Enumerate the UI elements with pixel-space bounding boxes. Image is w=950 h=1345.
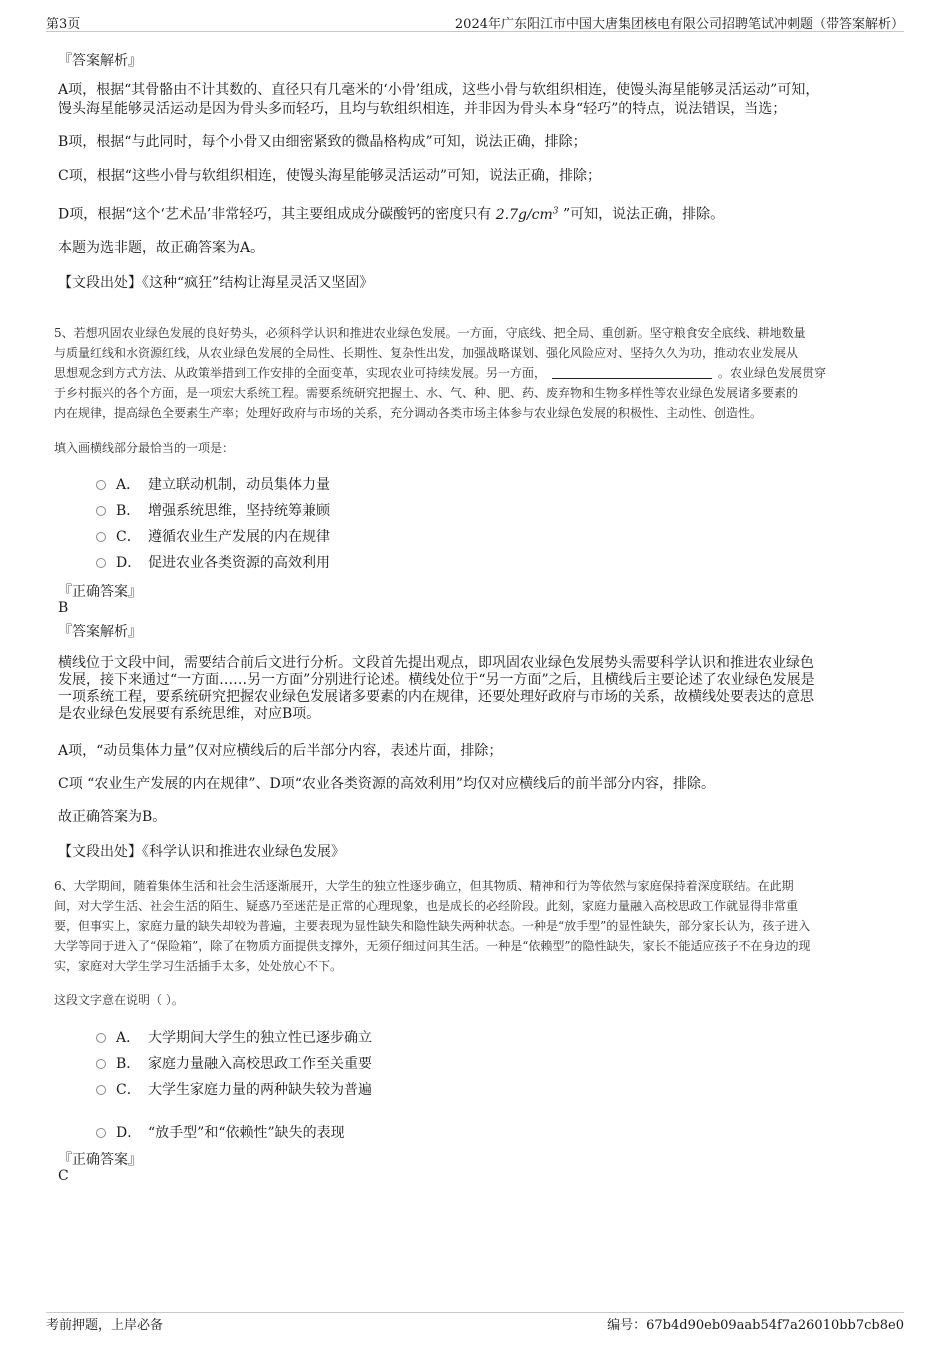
q5-answer: B [58, 600, 69, 616]
q6-stem-line4: 大学等同于进入了“保险箱”，除了在物质方面提供支撑外，无须仔细过问其生活。一种是“依赖型”的隐性缺失，家长不能适应孩子不在身边的现 [54, 939, 811, 953]
q5-analysis-line2: 发展，接下来通过“一方面……另一方面”分别进行论述。横线处位于“另一方面”之后，且横线后主要论述了农业绿色发展是 [58, 672, 815, 688]
q6-stem-line2: 间，对大学生活、社会生活的陌生、疑惑乃至迷茫是正常的心理现象，也是成长的必经阶段。此刻，家庭力量融入高校思政工作就显得非常重 [54, 899, 799, 913]
q6-option-c[interactable]: C． 大学生家庭力量的两种缺失较为普遍 [96, 1079, 372, 1099]
radio-icon[interactable] [96, 1033, 106, 1043]
q4-conclusion: 本题为选非题，故正确答案为A。 [58, 240, 265, 256]
q5-option-d[interactable]: D． 促进农业各类资源的高效利用 [96, 552, 330, 572]
q6-stem-line1: 6、大学期间，随着集体生活和社会生活逐渐展开，大学生的独立性逐步确立，但其物质、精神和行为等依然与家庭保持着深度联结。在此期 [54, 879, 794, 893]
q4-analysis-d [58, 203, 724, 224]
q5-option-b[interactable]: B． 增强系统思维，坚持统筹兼顾 [96, 500, 330, 520]
radio-icon[interactable] [96, 1128, 106, 1138]
header-divider [46, 31, 904, 32]
q5-stem-line2: 与质量红线和水资源红线，从农业绿色发展的全局性、长期性、复杂性出发，加强战略谋划、强化风险应对、坚持久久为功，推动农业发展从 [54, 346, 799, 360]
radio-icon[interactable] [96, 532, 106, 542]
footer-slogan: 考前押题，上岸必备 [46, 1318, 164, 1333]
q4-analysis-d-post: ”可知，说法正确，排除。 [562, 206, 725, 223]
q5-source: 【文段出处】《科学认识和推进农业绿色发展》 [58, 844, 345, 860]
page-header [0, 0, 950, 30]
footer-divider [46, 1312, 904, 1313]
q5-stem-line1: 5、若想巩固农业绿色发展的良好势头，必须科学认识和推进农业绿色发展。一方面，守底线、把全局、重创新。坚守粮食安全底线、耕地数量 [54, 326, 806, 340]
q4-analysis-a-line2: 馒头海星能够灵活运动是因为骨头多而轻巧，且均与软组织相连，并非因为骨头本身“轻巧”的特点，说法错误，当选； [58, 101, 787, 117]
q5-prompt: 填入画横线部分最恰当的一项是： [54, 441, 235, 455]
q4-source: 【文段出处】《这种“疯狂”结构让海星灵活又坚固》 [58, 275, 374, 291]
document-title: 2024年广东阳江市中国大唐集团核电有限公司招聘笔试冲刺题（带答案解析） [454, 17, 904, 32]
q6-stem-line3: 要，但事实上，家庭力量的缺失却较为普遍，主要表现为显性缺失和隐性缺失两种状态。一种是“放手型”的显性缺失，部分家长认为，孩子进入 [54, 919, 811, 933]
q5-analysis-line4: 是农业绿色发展要有系统思维，对应B项。 [58, 706, 321, 722]
q4-analysis-label: 『答案解析』 [58, 53, 142, 69]
q5-option-a[interactable]: A． 建立联动机制，动员集体力量 [96, 474, 330, 494]
q5-answer-label: 『正确答案』 [58, 584, 142, 600]
q5-analysis-a: A项，“动员集体力量”仅对应横线后的后半部分内容，表述片面，排除； [58, 743, 503, 759]
q5-stem-line3: 思想观念到方式方法、从政策举措到工作安排的全面变革，实现农业可持续发展。另一方面， 。农业绿色发展贯穿 [54, 366, 827, 380]
fill-in-blank [552, 366, 712, 379]
q5-analysis-cd: C项 “农业生产发展的内在规律”、D项“农业各类资源的高效利用”均仅对应横线后的前半部分内容，排除。 [58, 776, 716, 792]
page-number: 第3页 [46, 17, 81, 32]
radio-icon[interactable] [96, 506, 106, 516]
q4-analysis-c: C项，根据“这些小骨与软组织相连，使馒头海星能够灵活运动”可知，说法正确，排除； [58, 168, 602, 184]
q4-analysis-d-pre: D项，根据“这个‘艺术品’非常轻巧，其主要组成成分碳酸钙的密度只有 [58, 206, 492, 223]
q5-analysis-line3: 一项系统工程，要系统研究把握农业绿色发展诸多要素的内在规律，还要处理好政府与市场的关系，故横线处要表达的意思 [58, 689, 814, 705]
radio-icon[interactable] [96, 1059, 106, 1069]
footer-doc-id: 编号：67b4d90eb09aab54f7a26010bb7cb8e0 [607, 1318, 904, 1333]
q5-stem-line4: 于乡村振兴的各个方面，是一项宏大系统工程。需要系统研究把握土、水、气、种、肥、药、废弃物和生物多样性等农业绿色发展诸多要素的 [54, 386, 799, 400]
q5-stem-line5: 内在规律，提高绿色全要素生产率；处理好政府与市场的关系，充分调动各类市场主体参与农业绿色发展的积极性、主动性、创造性。 [54, 406, 763, 420]
q6-answer-label: 『正确答案』 [58, 1152, 142, 1168]
radio-icon[interactable] [96, 558, 106, 568]
q6-option-a[interactable]: A． 大学期间大学生的独立性已逐步确立 [96, 1027, 372, 1047]
q6-option-b[interactable]: B． 家庭力量融入高校思政工作至关重要 [96, 1053, 372, 1073]
radio-icon[interactable] [96, 480, 106, 490]
q4-analysis-b: B项，根据“与此同时，每个小骨又由细密紧致的微晶格构成”可知，说法正确，排除； [58, 134, 587, 150]
density-formula: $2.7g/cm^3$ [495, 206, 559, 223]
radio-icon[interactable] [96, 1085, 106, 1095]
q6-stem-line5: 实，家庭对大学生学习生活插手太多，处处放心不下。 [54, 959, 343, 973]
q5-option-c[interactable]: C． 遵循农业生产发展的内在规律 [96, 526, 330, 546]
q4-analysis-a-line1: A项，根据“其骨骼由不计其数的、直径只有几毫米的‘小骨’组成，这些小骨与软组织相连，使馒头海星能够灵活运动”可知， [58, 82, 820, 98]
q6-answer: C [58, 1168, 69, 1184]
q5-analysis-label: 『答案解析』 [58, 624, 142, 640]
q6-option-d[interactable]: D． “放手型”和“依赖性”缺失的表现 [96, 1122, 345, 1142]
q5-conclusion: 故正确答案为B。 [58, 809, 167, 825]
q5-analysis-line1: 横线位于文段中间，需要结合前后文进行分析。文段首先提出观点，即巩固农业绿色发展势头需要科学认识和推进农业绿色 [58, 655, 814, 671]
q6-prompt: 这段文字意在说明（ ）。 [54, 993, 184, 1007]
